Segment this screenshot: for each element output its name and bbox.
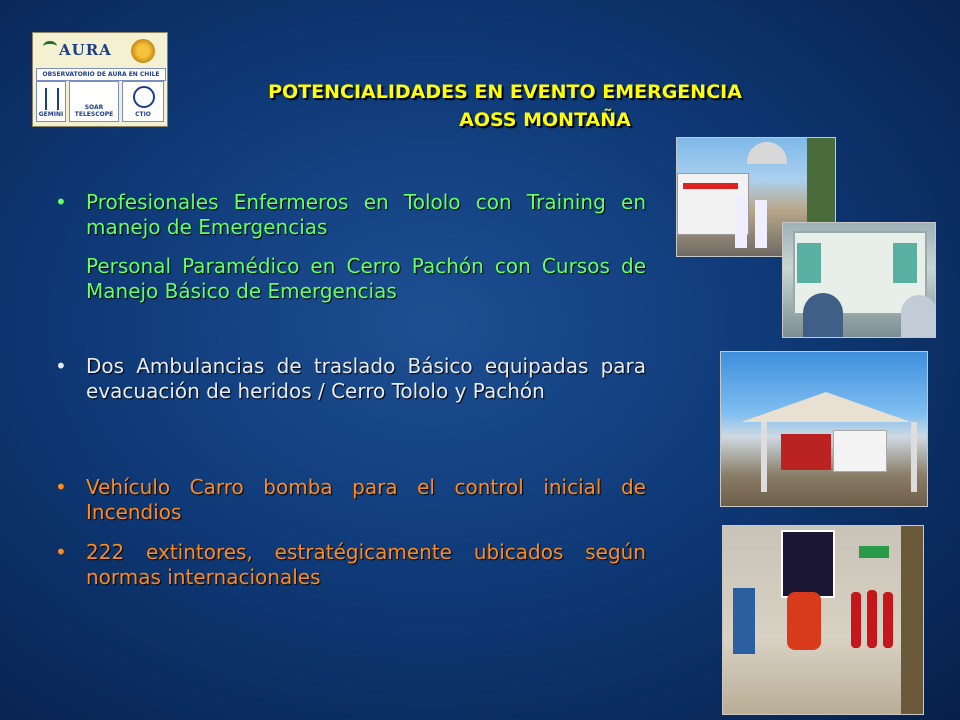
photo-ambulance-interior [782,222,936,338]
blue-box [733,588,755,654]
aura-bird-icon [43,41,57,52]
logo-aura-text: AURA [59,41,112,59]
gemini-dome-icon [45,88,59,110]
extinguisher-1 [851,592,861,648]
fire-truck-shape [781,434,831,470]
extinguisher-2 [867,590,877,648]
ctio-label: CTIO [135,111,151,118]
emergency-bag [787,592,821,650]
observatory-dome-icon [747,142,787,164]
exit-sign-icon [859,546,889,558]
slide-title-line2: AOSS MONTAÑA [459,109,631,131]
bullet-2-text: Dos Ambulancias de traslado Básico equipadas para evacuación de heridos / Cerro Tololo y Pachón [86,354,646,403]
photo-extinguishers [722,525,924,715]
bullet-1-line-2: Personal Paramédico en Cerro Pachón con Cursos de Manejo Básico de Emergencias [86,254,646,303]
logo-caption: OBSERVATORIO DE AURA EN CHILE [36,68,166,81]
extinguisher-3 [883,592,893,648]
person-1 [735,196,747,248]
ctio-ring-icon [133,86,155,108]
bullet-3-text: Vehículo Carro bomba para el control inicial de Incendios [86,475,646,524]
gemini-label: GEMINI [38,111,64,118]
door-frame [901,526,924,715]
photo-vehicle-garage [720,351,928,507]
bullet-marker-2: • [55,354,67,378]
bullet-1-line-1: Profesionales Enfermeros en Tololo con Training en manejo de Emergencias [86,190,646,239]
person-back-1 [803,293,843,338]
garage-roof [741,392,911,422]
garage-post-right [911,422,917,492]
ambulance-shape-2 [833,430,887,472]
aura-logo [32,32,168,127]
bullet-marker-3: • [55,475,67,499]
gemini-logo [36,81,66,122]
bullet-4-text: 222 extintores, estratégicamente ubicados según normas internacionales [86,540,646,589]
soar-label: SOAR TELESCOPE [74,104,114,118]
galaxy-poster [781,530,835,598]
cabinet-left [797,243,821,283]
ambulance-stripe [683,183,738,189]
cabinet-right [893,243,917,283]
bullet-marker-4: • [55,540,67,564]
person-2 [755,200,767,248]
ctio-logo [122,81,164,122]
sun-seal-icon [131,39,155,63]
person-back-2 [901,295,936,338]
slide-title-line1: POTENCIALIDADES EN EVENTO EMERGENCIA [268,81,742,103]
garage-post-left [761,422,767,492]
bullet-marker-1: • [55,190,67,214]
soar-logo [69,81,119,122]
